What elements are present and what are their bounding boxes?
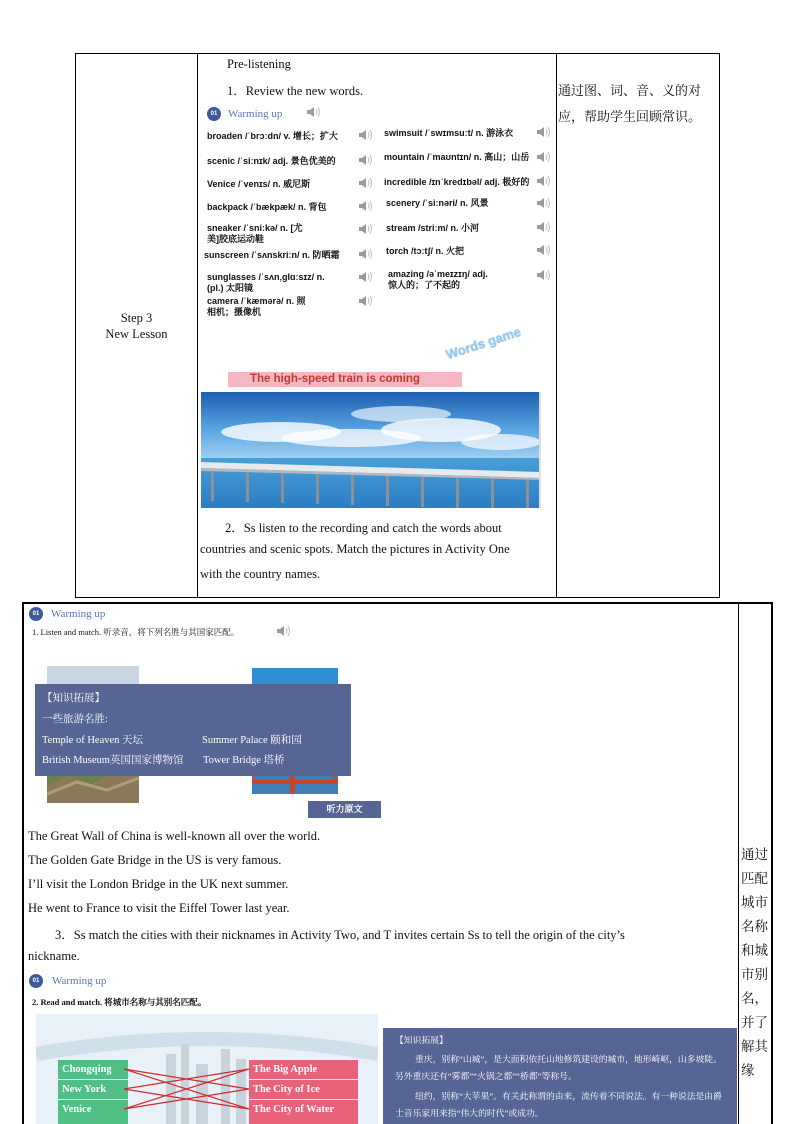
speaker-icon[interactable] (358, 128, 376, 142)
speaker-icon[interactable] (358, 176, 376, 190)
vocab-left-0: broaden /ˈbrɔːdn/ v. 增长；扩大 (207, 131, 338, 141)
speaker-icon[interactable] (536, 243, 554, 257)
task2-text: 2. Read and match. 将城市名称与其别名匹配。 (32, 997, 207, 1007)
vocab-right-4: stream /striːm/ n. 小河 (386, 223, 480, 233)
vocab-right-3: scenery /ˈsiːnəri/ n. 风景 (386, 198, 489, 208)
item3-line1: 3．Ss match the cities with their nicknames in Activity Two, and T invites certain Ss to tell the origin of the city’s (55, 928, 625, 942)
knowledge-panel (35, 684, 351, 776)
knowledge-item: Summer Palace 颐和园 (202, 735, 302, 746)
speaker-icon[interactable] (358, 153, 376, 167)
warming-badge-2: 01 (29, 607, 43, 621)
warming-badge: 01 (207, 107, 221, 121)
speaker-icon[interactable] (276, 624, 294, 638)
listening-script-button[interactable]: 听力原文 (308, 801, 381, 818)
vocab-left-2: Venice /ˈvenɪs/ n. 威尼斯 (207, 179, 311, 189)
item3-line2: nickname. (28, 949, 80, 963)
item2-line3: with the country names. (200, 567, 321, 581)
warming-badge-3: 01 (29, 974, 43, 988)
match-lines (124, 1060, 249, 1124)
sentence-3: I’ll visit the London Bridge in the UK next summer. (28, 877, 289, 891)
nickname-box-city-of-ice[interactable]: The City of Ice (249, 1080, 358, 1099)
sentence-1: The Great Wall of China is well-known all over the world. (28, 829, 321, 843)
vocab-left-1: scenic /ˈsiːnɪk/ adj. 景色优美的 (207, 156, 336, 166)
note-text: 通过图、词、音、义的对应，帮助学生回顾常识。 (558, 83, 702, 124)
knowledge-title: 【知识拓展】 (42, 693, 105, 704)
words-game-label[interactable]: Words game (444, 323, 523, 363)
speaker-icon[interactable] (536, 196, 554, 210)
knowledge2-p1: 重庆，别称“山城”，是大面积依托山地修筑建设的城市，地形崎岖，山多坡陡。另外重庆还有“雾都”“火锅之都”“桥都”等称号。 (395, 1054, 722, 1081)
vocab-left-3: backpack /ˈbækpæk/ n. 背包 (207, 202, 327, 212)
vocab-left-7: camera /ˈkæmərə/ n. 照相机；摄像机 (207, 296, 306, 317)
vocab-right-0: swimsuit /ˈswɪmsuːt/ n. 游泳衣 (384, 128, 514, 138)
speaker-icon[interactable] (536, 150, 554, 164)
speaker-icon[interactable] (536, 220, 554, 234)
item1-text: 1．Review the new words. (227, 84, 364, 98)
vocab-right-5: torch /tɔːtʃ/ n. 火把 (386, 246, 464, 256)
warming-up-label-3: Warming up (52, 975, 107, 987)
city-box-chongqing[interactable]: Chongqing (58, 1060, 128, 1079)
item2-line1: 2．Ss listen to the recording and catch the words about (225, 521, 502, 535)
vocab-left-6: sunglasses /ˈsʌn‚ɡlɑːsɪz/ n. (pl.) 太阳镜 (207, 272, 325, 293)
note-column-2: 通过 匹配 城市 名称 和城 市别 名， 并了 解其 缘 (741, 847, 768, 1078)
task1-text: 1. Listen and match. 听录音，将下列名胜与其国家匹配。 (32, 627, 240, 637)
knowledge-item: Temple of Heaven 天坛 (42, 735, 144, 746)
step-label: Step 3 New Lesson (105, 311, 168, 341)
warming-up-label-2: Warming up (51, 608, 106, 620)
vocab-right-2: incredible /ɪnˈkredɪbəl/ adj. 极好的 (384, 177, 530, 187)
vocab-left-5: sunscreen /ˈsʌnskriːn/ n. 防晒霜 (204, 250, 340, 260)
speaker-icon[interactable] (536, 125, 554, 139)
speaker-icon[interactable] (358, 247, 376, 261)
train-bridge-photo (201, 392, 541, 508)
vocab-right-6: amazing /əˈmeɪzɪŋ/ adj. 惊人的；了不起的 (388, 269, 488, 290)
speaker-icon[interactable] (358, 294, 376, 308)
knowledge-item: Tower Bridge 塔桥 (203, 755, 285, 766)
nickname-box-city-of-water[interactable]: The City of Water (249, 1100, 358, 1124)
train-banner-text: The high-speed train is coming (250, 373, 420, 385)
knowledge2-title: 【知识拓展】 (395, 1035, 448, 1045)
warming-up-label: Warming up (228, 108, 283, 120)
speaker-icon[interactable] (536, 174, 554, 188)
speaker-icon[interactable] (358, 199, 376, 213)
city-box-new-york[interactable]: New York (58, 1080, 128, 1099)
sentence-2: The Golden Gate Bridge in the US is very famous. (28, 853, 282, 867)
speaker-icon[interactable] (358, 222, 376, 236)
knowledge-item: British Museum英国国家博物馆 (42, 755, 184, 766)
sentence-4: He went to France to visit the Eiffel Tower last year. (28, 901, 290, 915)
knowledge2-p2: 纽约，别称“大苹果”。有关此称谓的由来，流传着不同说法。有一种说法是由爵士音乐家用来指“伟大的时代”或成功。 (395, 1091, 722, 1118)
knowledge-sub: 一些旅游名胜: (42, 714, 108, 725)
speaker-icon[interactable] (358, 270, 376, 284)
speaker-icon[interactable] (536, 268, 554, 282)
nickname-box-big-apple[interactable]: The Big Apple (249, 1060, 358, 1079)
speaker-icon[interactable] (306, 105, 324, 119)
item2-line2: countries and scenic spots. Match the pictures in Activity One (200, 542, 510, 556)
pre-listening-heading: Pre-listening (227, 57, 291, 71)
vocab-right-1: mountain /ˈmaʊntɪn/ n. 高山；山岳 (384, 152, 530, 162)
vocab-left-4: sneaker /ˈsniːkə/ n. [尤美]胶底运动鞋 (207, 223, 303, 244)
knowledge-panel-2 (383, 1028, 737, 1124)
city-box-venice[interactable]: Venice (58, 1100, 128, 1124)
